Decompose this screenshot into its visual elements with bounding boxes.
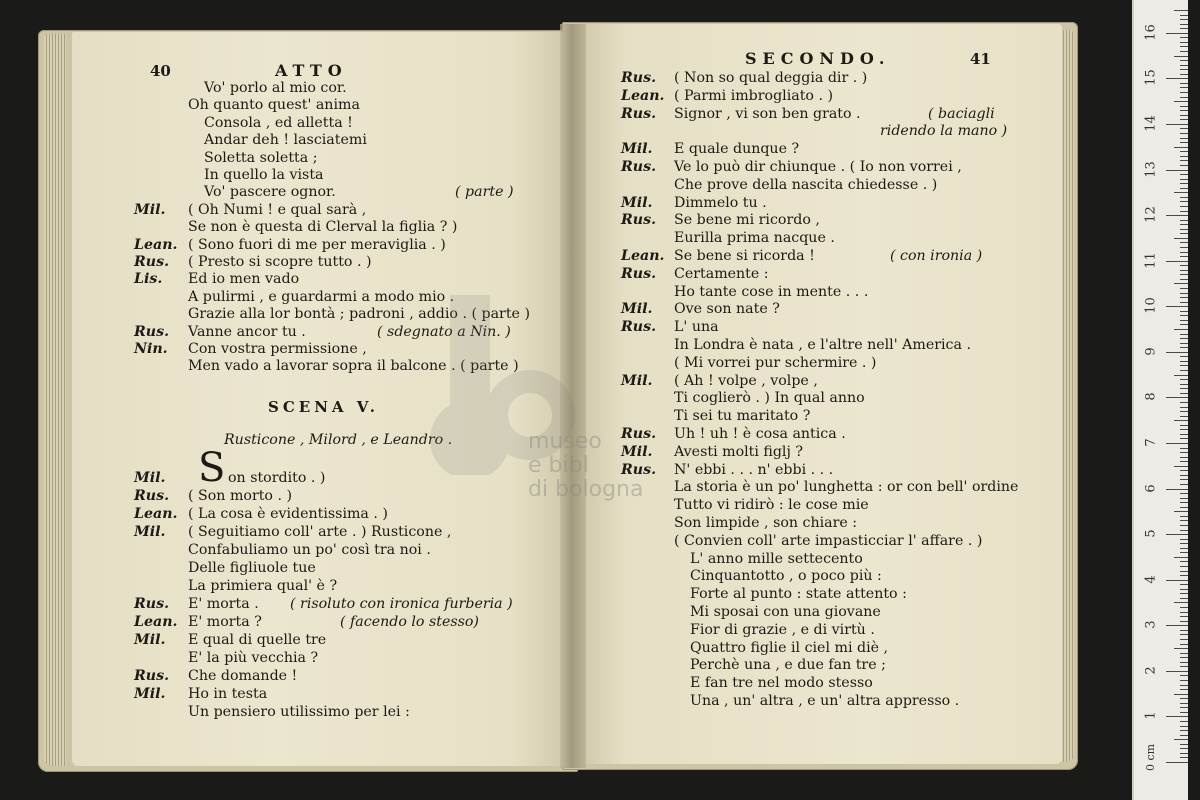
speaker-label: Lean. <box>621 87 665 104</box>
ruler-tick <box>1180 183 1188 184</box>
ruler-tick <box>1180 571 1188 572</box>
ruler-tick <box>1180 83 1188 84</box>
ruler-tick <box>1166 625 1188 626</box>
ruler-tick <box>1166 489 1188 490</box>
ruler-tick <box>1180 589 1188 590</box>
ruler-number: 3 <box>1143 620 1159 629</box>
ruler-tick <box>1180 224 1188 225</box>
ruler-number: 9 <box>1143 347 1159 356</box>
ruler-tick <box>1180 188 1188 189</box>
ruler-tick <box>1180 15 1188 16</box>
ruler-tick <box>1180 37 1188 38</box>
ruler-number: 2 <box>1143 666 1159 675</box>
verse-line: La primiera qual' è ? <box>188 578 338 594</box>
ruler-tick <box>1180 142 1188 143</box>
speaker-label: Rus. <box>621 159 657 175</box>
ruler-tick <box>1174 101 1188 102</box>
verse-line: E' morta ? <box>188 614 262 630</box>
ruler-tick <box>1180 644 1188 645</box>
verse-line: A pulirmi , e guardarmi a modo mio . <box>188 288 455 305</box>
speaker-label: Rus. <box>621 105 657 122</box>
ruler-tick <box>1180 639 1188 640</box>
verse-line: Vo' porlo al mio cor. <box>204 80 347 96</box>
ruler-number: 10 <box>1143 297 1159 315</box>
stage-direction: ( facendo lo stesso) <box>340 614 479 630</box>
ruler-tick <box>1180 119 1188 120</box>
ruler-tick <box>1180 297 1188 298</box>
ruler-tick <box>1180 730 1188 731</box>
ruler-tick <box>1180 179 1188 180</box>
page-number-left: 40 <box>150 62 171 80</box>
ruler-tick <box>1166 33 1188 34</box>
ruler-tick <box>1180 156 1188 157</box>
verse-line: Ti coglierò . ) In qual anno <box>674 390 865 407</box>
scene-title: SCENA V. <box>268 398 380 416</box>
ruler-tick <box>1180 252 1188 253</box>
verse-line: Mi sposai con una giovane <box>690 604 881 620</box>
verse-line: Vanne ancor tu . <box>188 323 306 340</box>
scene-cast: Rusticone , Milord , e Leandro . <box>224 432 453 448</box>
verse-line: Grazie alla lor bontà ; padroni , addio . ( parte ) <box>188 306 530 323</box>
ruler-tick <box>1180 470 1188 471</box>
ruler-tick <box>1180 516 1188 517</box>
verse-line: ( Sono fuori di me per meraviglia . ) <box>188 236 446 253</box>
verse-line: ( Mi vorrei pur schermire . ) <box>674 354 877 371</box>
ruler-tick <box>1174 10 1188 11</box>
stage-direction: ( parte ) <box>455 184 514 201</box>
verse-line: Eurilla prima nacque . <box>674 230 835 247</box>
ruler-number: 6 <box>1143 483 1159 493</box>
verse-line: Men vado a lavorar sopra il balcone . ( parte ) <box>188 358 519 375</box>
ruler-tick <box>1180 69 1188 70</box>
speaker-label: Rus. <box>621 70 657 86</box>
ruler-number: 4 <box>1143 575 1159 584</box>
ruler-tick <box>1174 56 1188 57</box>
ruler-tick <box>1166 215 1188 216</box>
ruler-tick <box>1180 407 1188 408</box>
ruler-tick <box>1180 598 1188 599</box>
ruler-tick <box>1180 365 1188 366</box>
ruler-tick <box>1166 397 1188 398</box>
verse-line: Consola , ed alletta ! <box>204 114 353 131</box>
verse-line: Un pensiero utilissimo per lei : <box>188 704 410 720</box>
verse-line: ( La cosa è evidentissima . ) <box>188 506 388 522</box>
ruler-tick <box>1180 361 1188 362</box>
ruler-tick <box>1180 616 1188 617</box>
ruler-tick <box>1180 343 1188 344</box>
speaker-label: Lis. <box>134 271 163 288</box>
speaker-label: Lean. <box>134 236 178 253</box>
ruler-tick <box>1180 110 1188 111</box>
verse-line: In quello la vista <box>204 167 324 183</box>
ruler-number: 7 <box>1143 438 1159 447</box>
ruler-tick <box>1180 92 1188 93</box>
verse-line: Forte al punto : state attento : <box>690 586 907 603</box>
ruler-tick <box>1180 206 1188 207</box>
ruler-tick <box>1174 466 1188 467</box>
ruler-tick <box>1180 347 1188 348</box>
verse-line: Son limpide , son chiare : <box>674 515 858 531</box>
verse-line: ( Son morto . ) <box>188 488 293 504</box>
ruler-tick <box>1166 78 1188 79</box>
speaker-label: Rus. <box>621 461 657 478</box>
ruler-tick <box>1166 580 1188 581</box>
ruler-tick <box>1180 525 1188 526</box>
ruler-tick <box>1180 607 1188 608</box>
speaker-label: Rus. <box>621 426 657 442</box>
ruler-tick <box>1174 648 1188 649</box>
verse-line: Vo' pascere ognor. <box>204 184 336 201</box>
ruler-tick <box>1180 744 1188 745</box>
ruler-tick <box>1180 270 1188 271</box>
verse-line: Andar deh ! lasciatemi <box>204 132 367 149</box>
ruler-tick <box>1180 201 1188 202</box>
ruler-number: 14 <box>1143 115 1159 132</box>
ruler-tick <box>1180 416 1188 417</box>
speaker-label: Mil. <box>134 201 166 218</box>
ruler-tick <box>1180 65 1188 66</box>
stage-direction: ( risoluto con ironica furberia ) <box>290 596 513 612</box>
ruler-tick <box>1180 211 1188 212</box>
ruler-tick <box>1166 124 1188 125</box>
verse-line: Avesti molti figlj ? <box>674 443 803 460</box>
ruler-tick <box>1180 721 1188 722</box>
ruler-tick <box>1180 174 1188 175</box>
watermark-line-3: di bologna <box>528 477 644 502</box>
speaker-label: Mil. <box>134 686 166 702</box>
verse-line: Ed io men vado <box>188 271 300 288</box>
ruler-tick <box>1180 279 1188 280</box>
verse-line: ( Ah ! volpe , volpe , <box>674 372 818 389</box>
watermark-line-2: e bibl <box>528 453 589 478</box>
ruler-tick <box>1180 19 1188 20</box>
ruler-tick <box>1180 593 1188 594</box>
ruler-tick <box>1180 438 1188 439</box>
verse-line: Che domande ! <box>188 668 298 684</box>
verse-line: L' una <box>674 319 719 336</box>
ruler-tick <box>1180 379 1188 380</box>
verse-line: L' anno mille settecento <box>690 550 863 567</box>
ruler-tick <box>1166 170 1188 171</box>
verse-line: Signor , vi son ben grato . <box>674 105 861 122</box>
ruler-tick <box>1180 320 1188 321</box>
ruler-tick <box>1180 411 1188 412</box>
ruler-tick <box>1180 42 1188 43</box>
ruler-tick <box>1180 315 1188 316</box>
stage-direction: ridendo la mano ) <box>880 123 1008 140</box>
verse-line: N' ebbi . . . n' ebbi . . . <box>674 461 834 478</box>
ruler-tick <box>1180 302 1188 303</box>
ruler-tick <box>1180 334 1188 335</box>
verse-line: Perchè una , e due fan tre ; <box>690 657 886 674</box>
ruler-tick <box>1180 256 1188 257</box>
stage-direction: ( baciagli <box>928 105 995 122</box>
verse-line: Ti sei tu maritato ? <box>674 408 811 425</box>
speaker-label: Nin. <box>134 341 168 357</box>
ruler-tick <box>1180 24 1188 25</box>
verse-line: Soletta soletta ; <box>204 149 318 166</box>
ruler-tick <box>1180 197 1188 198</box>
ruler-tick <box>1180 457 1188 458</box>
ruler-tick <box>1180 311 1188 312</box>
ruler-tick <box>1180 138 1188 139</box>
ruler-tick <box>1180 548 1188 549</box>
ruler-tick <box>1180 657 1188 658</box>
ruler-tick <box>1180 28 1188 29</box>
verse-line: Una , un' altra , e un' altra appresso . <box>690 693 960 709</box>
scale-ruler <box>1132 0 1188 800</box>
ruler-tick <box>1180 484 1188 485</box>
ruler-tick <box>1180 370 1188 371</box>
ruler-tick <box>1180 160 1188 161</box>
ruler-tick <box>1180 493 1188 494</box>
ruler-tick <box>1180 133 1188 134</box>
ruler-tick <box>1174 283 1188 284</box>
ruler-tick <box>1180 735 1188 736</box>
ruler-tick <box>1180 128 1188 129</box>
verse-line: Se bene mi ricordo , <box>674 212 820 229</box>
ruler-tick <box>1180 288 1188 289</box>
speaker-label: Mil. <box>134 632 166 648</box>
ruler-tick <box>1180 689 1188 690</box>
ruler-number: 5 <box>1143 529 1159 538</box>
ruler-number: 13 <box>1143 160 1159 178</box>
ruler-tick <box>1180 434 1188 435</box>
speaker-label: Mil. <box>621 443 653 460</box>
ruler-tick <box>1180 685 1188 686</box>
ruler-tick <box>1180 233 1188 234</box>
verse-line: Uh ! uh ! è cosa antica . <box>674 426 846 442</box>
ruler-tick <box>1180 566 1188 567</box>
ruler-tick <box>1166 306 1188 307</box>
verse-line: E' morta . <box>188 596 259 612</box>
ruler-tick <box>1180 634 1188 635</box>
verse-line: ( Seguitiamo coll' arte . ) Rusticone , <box>188 524 452 540</box>
ruler-tick <box>1180 151 1188 152</box>
verse-line: Ho in testa <box>188 686 268 702</box>
verse-line: on stordito . ) <box>228 470 326 486</box>
ruler-tick <box>1180 507 1188 508</box>
ruler-tick <box>1180 712 1188 713</box>
speaker-label: Mil. <box>621 141 653 158</box>
verse-line: Confabuliamo un po' così tra noi . <box>188 542 431 558</box>
speaker-label: Mil. <box>621 301 653 318</box>
ruler-tick <box>1180 452 1188 453</box>
ruler-number: 15 <box>1143 69 1159 87</box>
ruler-tick <box>1180 539 1188 540</box>
ruler-tick <box>1174 739 1188 740</box>
verse-line: Cinquantotto , o poco più : <box>690 568 882 585</box>
ruler-tick <box>1180 666 1188 667</box>
ruler-number: 11 <box>1143 251 1159 269</box>
verse-line: Se bene si ricorda ! <box>674 248 815 264</box>
ruler-tick <box>1180 74 1188 75</box>
book-gutter <box>560 24 586 768</box>
ruler-tick <box>1180 402 1188 403</box>
ruler-tick <box>1180 707 1188 708</box>
ruler-tick <box>1174 192 1188 193</box>
ruler-tick <box>1180 356 1188 357</box>
ruler-tick <box>1180 675 1188 676</box>
ruler-tick <box>1166 443 1188 444</box>
verse-line: Certamente : <box>674 265 769 282</box>
verse-line: Tutto vi ridirò : le cose mie <box>674 497 869 514</box>
ruler-tick <box>1174 420 1188 421</box>
ruler-tick <box>1180 265 1188 266</box>
ruler-tick <box>1174 329 1188 330</box>
ruler-tick <box>1166 762 1188 763</box>
ruler-number: 12 <box>1143 206 1159 223</box>
verse-line: Dimmelo tu . <box>674 194 767 211</box>
ruler-tick <box>1180 575 1188 576</box>
ruler-tick <box>1180 384 1188 385</box>
ruler-tick <box>1180 726 1188 727</box>
ruler-tick <box>1180 630 1188 631</box>
ruler-unit-label: 0 cm <box>1143 743 1157 772</box>
ruler-tick <box>1180 220 1188 221</box>
verse-line: Ove son nate ? <box>674 301 780 318</box>
ruler-tick <box>1180 247 1188 248</box>
ruler-tick <box>1180 338 1188 339</box>
ruler-number: 16 <box>1143 24 1159 41</box>
ruler-tick <box>1180 293 1188 294</box>
ruler-tick <box>1180 530 1188 531</box>
stage-direction: ( con ironia ) <box>890 248 983 264</box>
ruler-tick <box>1174 147 1188 148</box>
watermark-line-1: museo <box>528 429 602 454</box>
verse-line: Delle figliuole tue <box>188 560 316 576</box>
verse-line: Con vostra permissione , <box>188 341 367 357</box>
verse-line: Se non è questa di Clerval la figlia ? ) <box>188 219 458 236</box>
ruler-tick <box>1180 115 1188 116</box>
ruler-tick <box>1180 429 1188 430</box>
verse-line: Oh quanto quest' anima <box>188 97 360 114</box>
running-head-right: SECONDO. <box>745 49 891 68</box>
ruler-tick <box>1180 698 1188 699</box>
ruler-tick <box>1166 716 1188 717</box>
speaker-label: Lean. <box>134 614 178 630</box>
ruler-tick <box>1166 534 1188 535</box>
ruler-tick <box>1174 511 1188 512</box>
ruler-tick <box>1180 60 1188 61</box>
verse-line: Quattro figlie il ciel mi diè , <box>690 639 889 656</box>
ruler-number: 1 <box>1143 711 1159 721</box>
ruler-tick <box>1180 274 1188 275</box>
ruler-tick <box>1166 671 1188 672</box>
ruler-tick <box>1180 748 1188 749</box>
ruler-tick <box>1180 97 1188 98</box>
ruler-tick <box>1180 46 1188 47</box>
ruler-tick <box>1180 612 1188 613</box>
ruler-tick <box>1180 106 1188 107</box>
verse-line: E' la più vecchia ? <box>188 650 319 666</box>
running-head-left: ATTO <box>275 61 348 80</box>
ruler-tick <box>1180 584 1188 585</box>
verse-line: E fan tre nel modo stesso <box>690 675 873 692</box>
ruler-tick <box>1180 87 1188 88</box>
verse-line: E quale dunque ? <box>674 141 800 158</box>
ruler-tick <box>1180 520 1188 521</box>
verse-line: ( Oh Numi ! e qual sarà , <box>188 201 367 218</box>
stage-direction: ( sdegnato a Nin. ) <box>377 323 511 340</box>
ruler-tick <box>1180 561 1188 562</box>
speaker-label: Mil. <box>134 524 166 540</box>
ruler-tick <box>1166 352 1188 353</box>
ruler-tick <box>1180 753 1188 754</box>
ruler-tick <box>1180 662 1188 663</box>
ruler-tick <box>1180 498 1188 499</box>
ruler-tick <box>1180 479 1188 480</box>
verse-line: ( Presto si scopre tutto . ) <box>188 254 372 270</box>
speaker-label: Lean. <box>134 506 178 522</box>
ruler-tick <box>1180 552 1188 553</box>
speaker-label: Rus. <box>134 668 170 684</box>
ruler-tick <box>1180 757 1188 758</box>
verse-line: E qual di quelle tre <box>188 632 327 648</box>
verse-line: La storia è un po' lunghetta : or con bell' ordine <box>674 479 1019 496</box>
ruler-tick <box>1180 393 1188 394</box>
speaker-label: Mil. <box>621 372 653 389</box>
speaker-label: Rus. <box>621 319 657 336</box>
ruler-tick <box>1166 261 1188 262</box>
ruler-number: 8 <box>1143 392 1159 402</box>
verse-line: Che prove della nascita chiedesse . ) <box>674 176 938 193</box>
speaker-label: Rus. <box>134 488 170 504</box>
verse-line: Ve lo può dir chiunque . ( Io non vorrei , <box>674 159 962 175</box>
ruler-tick <box>1180 448 1188 449</box>
verse-line: ( Parmi imbrogliato . ) <box>674 87 834 104</box>
ruler-tick <box>1174 602 1188 603</box>
ruler-tick <box>1180 502 1188 503</box>
speaker-label: Rus. <box>134 596 170 612</box>
ruler-tick <box>1180 461 1188 462</box>
drop-cap: S <box>198 445 226 491</box>
speaker-label: Rus. <box>134 254 170 270</box>
verse-line: ( Convien coll' arte impasticciar l' affare . ) <box>674 532 983 549</box>
verse-line: Ho tante cose in mente . . . <box>674 283 869 300</box>
speaker-label: Mil. <box>134 470 166 486</box>
ruler-tick <box>1180 229 1188 230</box>
speaker-label: Rus. <box>621 212 657 229</box>
ruler-tick <box>1180 621 1188 622</box>
speaker-label: Rus. <box>134 323 170 340</box>
verse-line: ( Non so qual deggia dir . ) <box>674 70 868 86</box>
speaker-label: Rus. <box>621 265 657 282</box>
speaker-label: Mil. <box>621 194 653 211</box>
ruler-tick <box>1174 557 1188 558</box>
ruler-tick <box>1180 388 1188 389</box>
ruler-tick <box>1174 694 1188 695</box>
verse-line: Fior di grazie , e di virtù . <box>690 621 875 638</box>
ruler-tick <box>1174 238 1188 239</box>
ruler-tick <box>1180 703 1188 704</box>
ruler-tick <box>1180 680 1188 681</box>
page-number-right: 41 <box>970 50 991 68</box>
ruler-tick <box>1180 425 1188 426</box>
verse-line: In Londra è nata , e l'altre nell' America . <box>674 337 971 353</box>
ruler-tick <box>1174 375 1188 376</box>
ruler-tick <box>1180 51 1188 52</box>
ruler-tick <box>1180 324 1188 325</box>
ruler-tick <box>1180 475 1188 476</box>
ruler-tick <box>1180 543 1188 544</box>
speaker-label: Lean. <box>621 248 665 264</box>
ruler-tick <box>1180 242 1188 243</box>
ruler-tick <box>1180 165 1188 166</box>
ruler-tick <box>1180 653 1188 654</box>
